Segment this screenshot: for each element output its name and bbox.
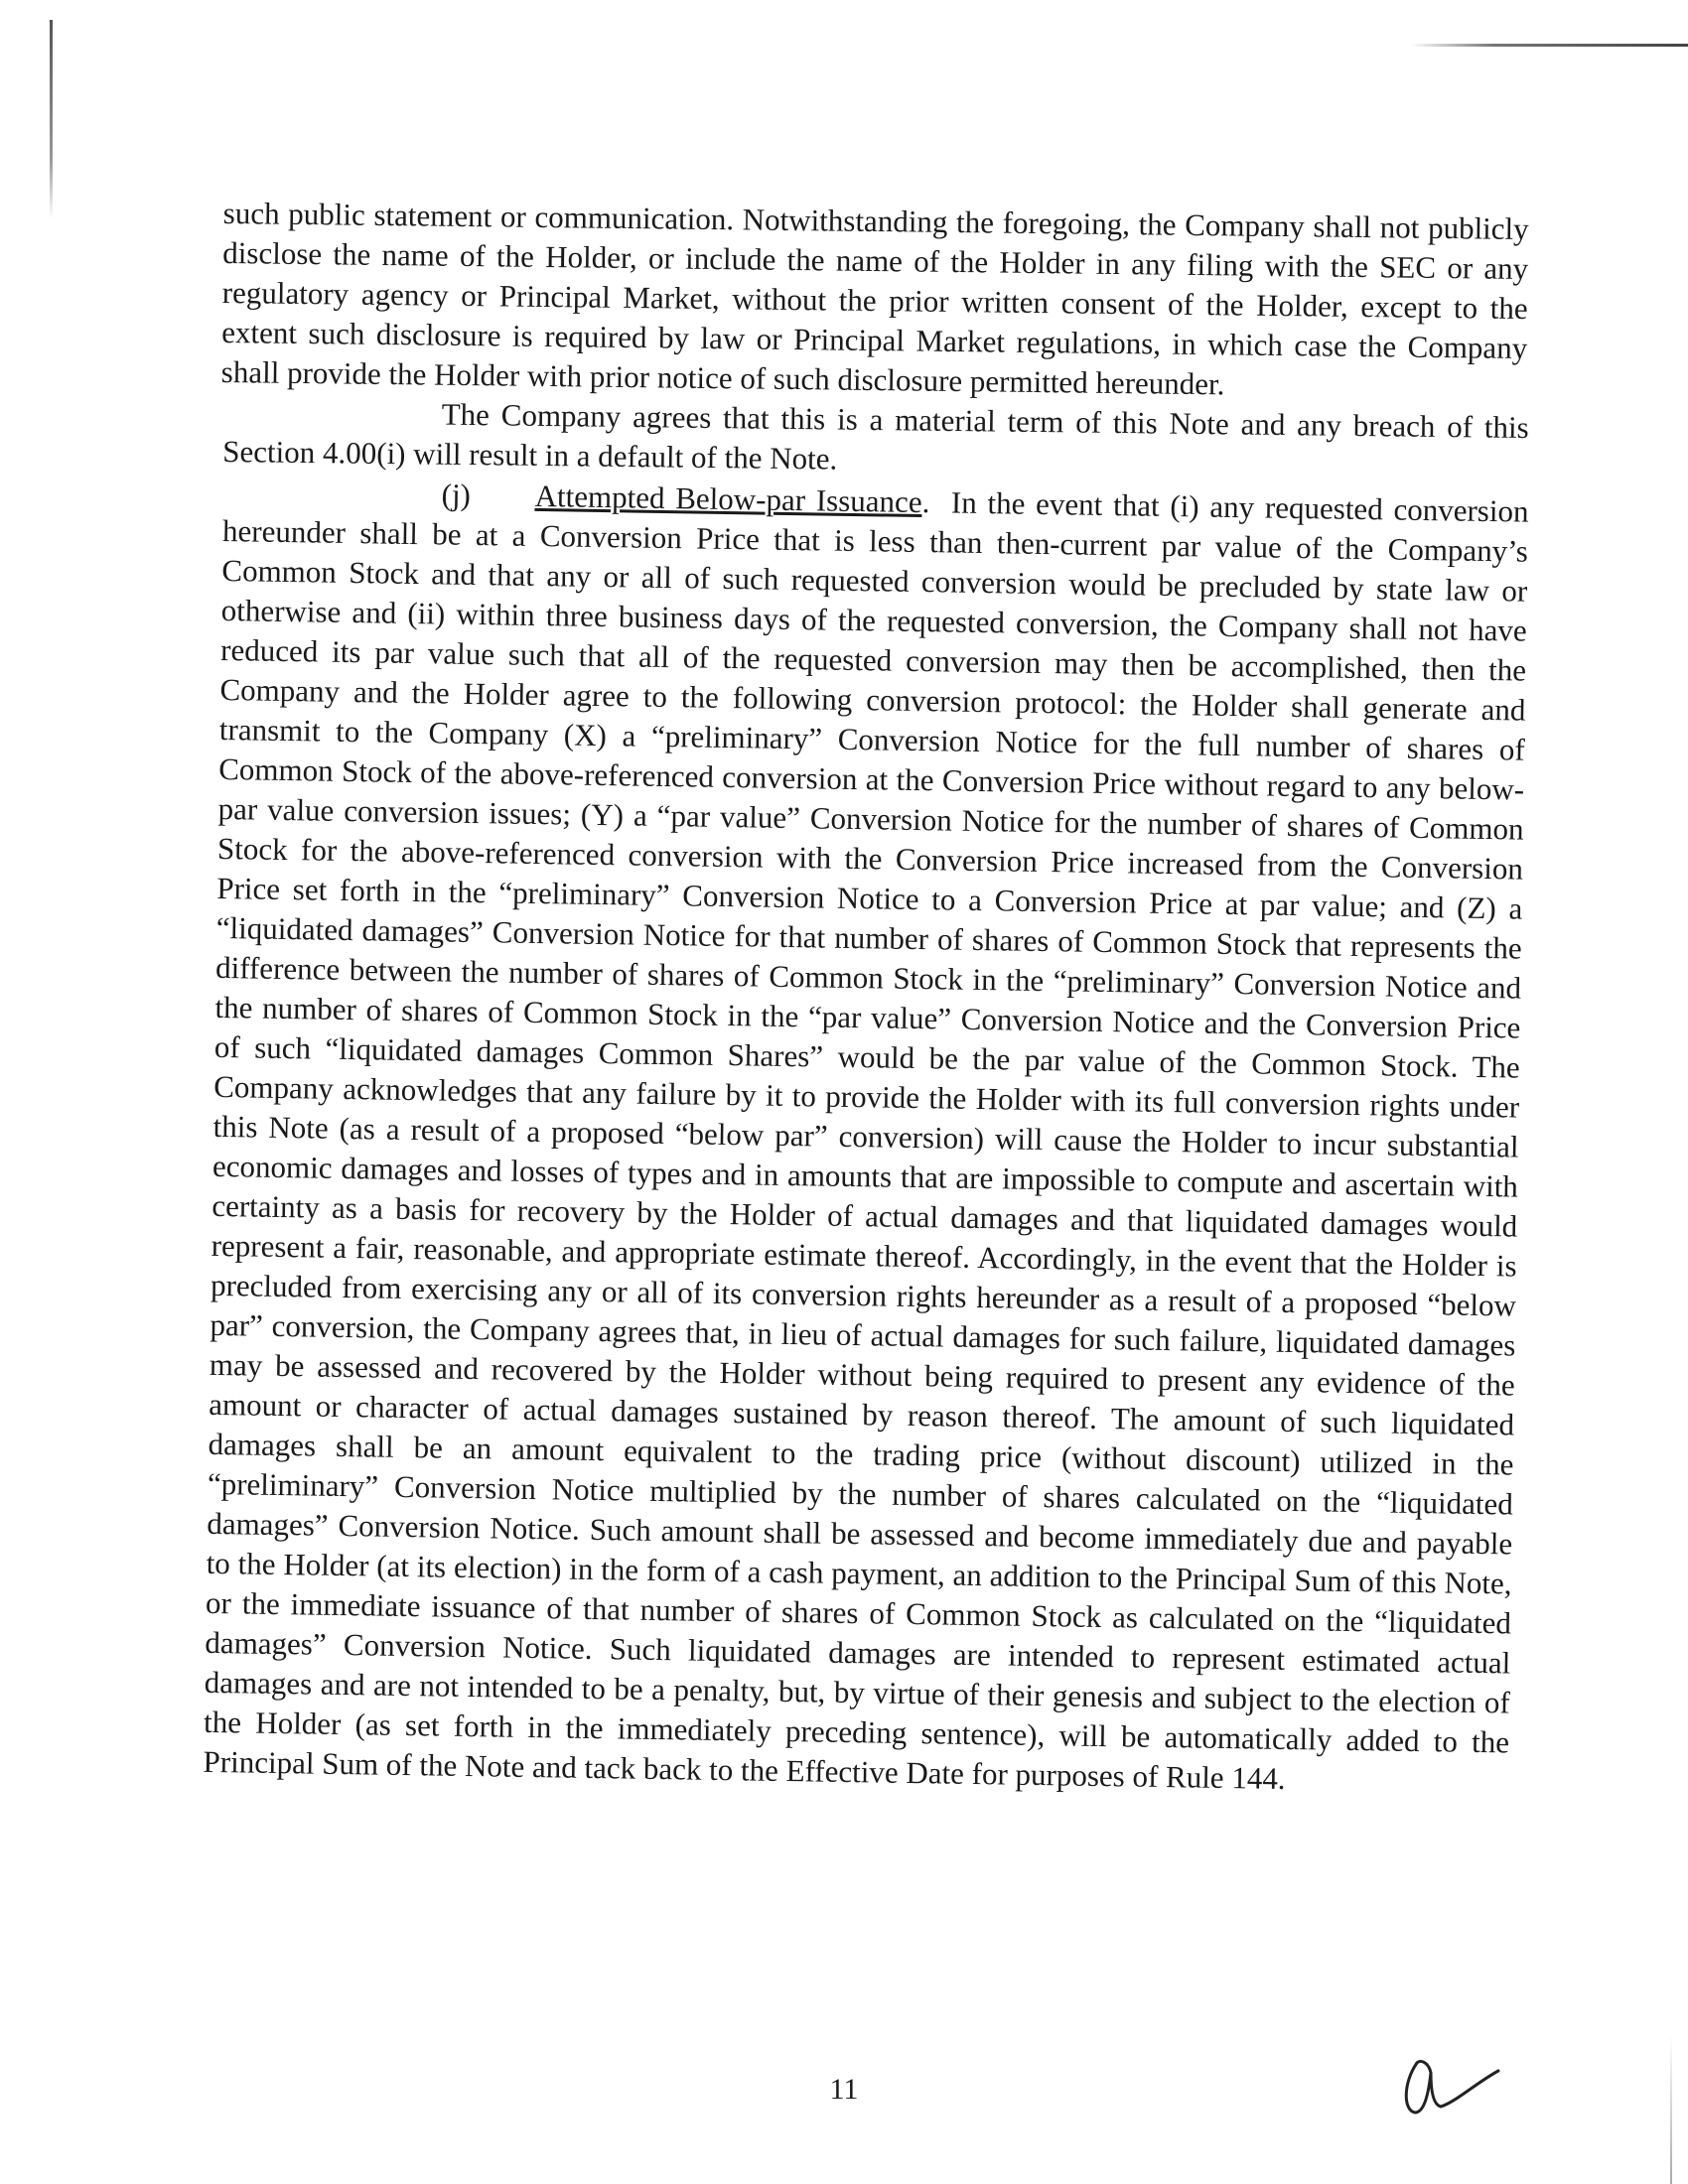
paragraph-disclosure: [221, 194, 1529, 408]
scan-edge-left: [50, 20, 53, 218]
page-number: 11: [829, 2073, 859, 2106]
page-body: [203, 194, 1529, 1796]
paragraph-material-term: [222, 392, 1529, 487]
paragraph-text: In the event that (i) any requested conversion hereunder shall be at a Conversion Price that is less than then-current par value of the Company’s Common Stock and that any or all of such requested conversion would be precluded by state law or otherwise and (ii) within three business days of the requested conversion, the Company shall not have reduced its par value such that all of the requested conversion may then be accomplished, then the Company and the Holder agree to the following conversion protocol: the Holder shall generate and transmit to the Company (X) a “preliminary” Conversion Notice for the full number of shares of Common Stock of the above-referenced conversion at the Conversion Price without regard to any below-par value conversion issues; (Y) a “par value” Conversion Notice for the number of shares of Common Stock for the above-referenced conversion with the Conversion Price increased from the Conversion Price set forth in the “preliminary” Conversion Notice to a Conversion Price at par value; and (Z) a “liquidated damages” Conversion Notice for that number of shares of Common Stock that represents the difference between the number of shares of Common Stock in the “preliminary” Conversion Notice and the number of shares of Common Stock in the “par value” Conversion Notice and the Conversion Price of such “liquidated damages Common Shares” would be the par value of the Common Stock. The Company acknowledges that any failure by it to provide the Holder with its full conversion rights under this Note (as a result of a proposed “below par” conversion) will cause the Holder to incur substantial economic damages and losses of types and in amounts that are impossible to compute and ascertain with certainty as a basis for recovery by the Holder of actual damages and that liquidated damages would represent a fair, reasonable, and appropriate estimate thereof. Accordingly, in the event that the Holder is precluded from exercising any or all of its conversion rights hereunder as a result of a proposed “below par” conversion, the Company agrees that, in lieu of actual damages for such failure, liquidated damages may be assessed and recovered by the Holder without being required to present any evidence of the amount or character of actual damages sustained by reason thereof. The amount of such liquidated damages shall be an amount equivalent to the trading price (without discount) utilized in the “preliminary” Conversion Notice multiplied by the number of shares calculated on the “liquidated damages” Conversion Notice. Such amount shall be assessed and become immediately due and payable to the Holder (at its election) in the form of a cash payment, an addition to the Principal Sum of this Note, or the immediate issuance of that number of shares of Common Stock as calculated on the “liquidated damages” Conversion Notice. Such liquidated damages are intended to represent estimated actual damages and are not intended to be a penalty, but, by virtue of their genesis and subject to the election of the Holder (as set forth in the immediately preceding sentence), will be automatically added to the Principal Sum of the Note and tack back to the Effective Date for purposes of Rule 144.: [203, 484, 1529, 1796]
paragraph-text: The Company agrees that this is a material term of this Note and any breach of this Section 4.00(i) will result in a default of the Note.: [222, 396, 1529, 477]
paragraph-section-j: (j) Attempted Below-par Issuance. In the event that (i) any requested conversion hereunder shall be at a Conversion Price that is less than then-current par value of the Company’s Common Stock and that any or all of such requested conversion would be precluded by state law or otherwise and (ii) within three business days of the requested conversion, the Company shall not have reduced its par value such that all of the requested conversion may then be accomplished, then the Company and the Holder agree to the following conversion protocol: the Holder shall generate and transmit to the Company (X) a “preliminary” Conversion Notice for the full number of shares of Common Stock of the above-referenced conversion at the Conversion Price without regard to any below-par value conversion issues; (Y) a “par value” Conversion Notice for the number of shares of Common Stock for the above-referenced conversion with the Conversion Price increased from the Conversion Price set forth in the “preliminary” Conversion Notice to a Conversion Price at par value; and (Z) a “liquidated damages” Conversion Notice for that number of shares of Common Stock that represents the difference between the number of shares of Common Stock in the “preliminary” Conversion Notice and the number of shares of Common Stock in the “par value” Conversion Notice and the Conversion Price of such “liquidated damages Common Shares” would be the par value of the Common Stock. The Company acknowledges that any failure by it to provide the Holder with its full conversion rights under this Note (as a result of a proposed “below par” conversion) will cause the Holder to incur substantial economic damages and losses of types and in amounts that are impossible to compute and ascertain with certainty as a basis for recovery by the Holder of actual damages and that liquidated damages would represent a fair, reasonable, and appropriate estimate thereof. Accordingly, in the event that the Holder is precluded from exercising any or all of its conversion rights hereunder as a result of a proposed “below par” conversion, the Company agrees that, in lieu of actual damages for such failure, liquidated damages may be assessed and recovered by the Holder without being required to present any evidence of the amount or character of actual damages sustained by reason thereof. The amount of such liquidated damages shall be an amount equivalent to the trading price (without discount) utilized in the “preliminary” Conversion Notice multiplied by the number of shares calculated on the “liquidated damages” Conversion Notice. Such amount shall be assessed and become immediately due and payable to the Holder (at its election) in the form of a cash payment, an addition to the Principal Sum of this Note, or the immediate issuance of that number of shares of Common Stock as calculated on the “liquidated damages” Conversion Notice. Such liquidated damages are intended to represent estimated actual damages and are not intended to be a penalty, but, by virtue of their genesis and subject to the election of the Holder (as set forth in the immediately preceding sentence), will be automatically added to the Principal Sum of the Note and tack back to the Effective Date for purposes of Rule 144.: [203, 477, 1529, 1796]
section-label: (j): [441, 477, 472, 512]
scan-edge-top: [1410, 44, 1688, 47]
section-heading: Attempted Below-par Issuance: [534, 478, 922, 520]
scan-edge-right: [1670, 2035, 1672, 2184]
paragraph-text: such public statement or communication. Notwithstanding the foregoing, the Company shall not publicly disclose the name of the Holder, or include the name of the Holder in any filing with the SEC or any regulatory agency or Principal Market, without the prior written consent of the Holder, except to the extent such disclosure is required by law or Principal Market regulations, in which case the Company shall provide the Holder with prior notice of such disclosure permitted hereunder.: [220, 195, 1529, 402]
initials-signature: [1395, 2043, 1504, 2122]
